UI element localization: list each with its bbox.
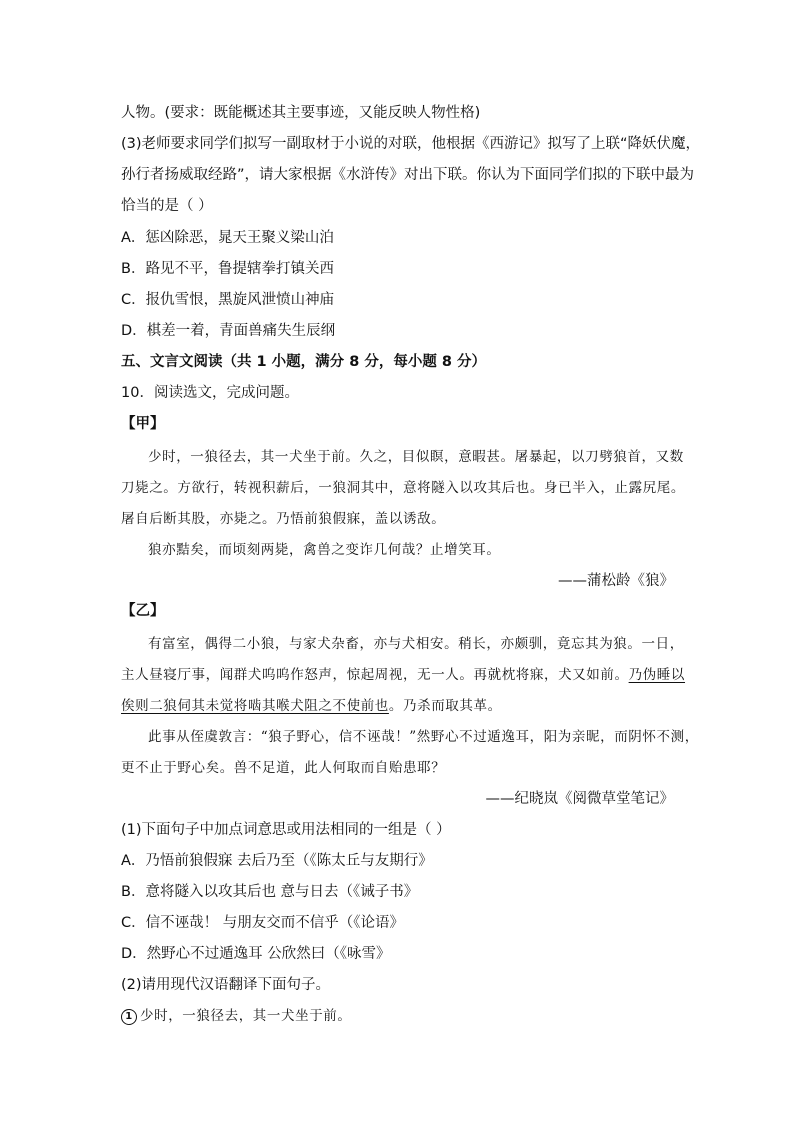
- q10-1-option-a: A．乃悟前狼假寐 去后乃至（《陈太丘与友期行》: [121, 853, 433, 869]
- q9-option-d: D．棋差一着，青面兽痛失生辰纲: [121, 323, 336, 339]
- yi-para1-line2: [121, 665, 686, 685]
- q9-3-stem-line2: 孙行者扬威取经路”，请大家根据《水浒传》对出下联。你认为下面同学们拟的下联中最为: [121, 167, 695, 183]
- yi-para2-line2: 更不止于野心矣。兽不足道，此人何取而自贻患耶？: [121, 760, 446, 776]
- yi-para1-line3-text: 。乃杀而取其革。: [388, 698, 502, 714]
- yi-para1-line2-text: 主人昼寝厅事，闻群犬呜呜作怒声，惊起周视，无一人。再就枕将寐，犬又如前。: [121, 667, 629, 683]
- yi-para1-line3: [121, 696, 681, 716]
- q10-1-option-c: C．信不诬哉！ 与朋友交而不信乎（《论语》: [121, 915, 404, 931]
- q10-2-item-text: 少时，一狼径去，其一犬坐于前。: [140, 1008, 352, 1024]
- yi-para1-line1: 有富室，偶得二小狼，与家犬杂畜，亦与犬相安。稍长，亦颇驯，竟忘其为狼。一日，: [148, 636, 684, 652]
- jia-para2: 狼亦黠矣，而顷刻两毙，禽兽之变诈几何哉？止增笑耳。: [148, 542, 501, 558]
- q10-1-stem: (1)下面句子中加点词意思或用法相同的一组是（ ）: [121, 822, 451, 838]
- yi-para2-line1: 此事从侄虞敦言：“狼子野心，信不诬哉！”然野心不过遁逸耳，阳为亲昵，而阴怀不测，: [148, 729, 699, 745]
- yi-source: ——纪晓岚《阅微草堂笔记》: [485, 791, 674, 807]
- section5-heading: 五、文言文阅读（共 1 小题，满分 8 分，每小题 8 分）: [121, 354, 487, 370]
- q9-3-stem-line1: (3)老师要求同学们拟写一副取材于小说的对联，他根据《西游记》拟写了上联“降妖伏魔，: [121, 136, 701, 152]
- passage-jia-label: 【甲】: [121, 416, 165, 432]
- underlined-sentence-part1: 乃伪睡以: [628, 667, 686, 683]
- passage-yi-label: 【乙】: [121, 603, 165, 619]
- q9-continuation-line: 人物。(要求：既能概述其主要事迹，又能反映人物性格): [121, 105, 481, 121]
- q10-2-item: [121, 1006, 681, 1026]
- jia-source: ——蒲松龄《狼》: [558, 573, 674, 589]
- q9-3-stem-line3: 恰当的是（ ）: [121, 198, 213, 214]
- q9-option-a: A．惩凶除恶，晁天王聚义梁山泊: [121, 230, 334, 246]
- q9-option-c: C．报仇雪恨，黑旋风泄愤山神庙: [121, 292, 335, 308]
- underlined-sentence-part2: 俟则二狼伺其未觉将啮其喉犬阻之不使前也: [121, 698, 389, 714]
- q10-intro: 10．阅读选文，完成问题。: [121, 385, 299, 401]
- q10-1-option-d: D．然野心不过遁逸耳 公欣然曰（《咏雪》: [121, 946, 391, 962]
- circled-number-1: 1: [121, 1009, 137, 1025]
- q10-2-stem: (2)请用现代汉语翻译下面句子。: [121, 977, 331, 993]
- q9-option-b: B．路见不平，鲁提辖拳打镇关西: [121, 261, 334, 277]
- jia-para1-line1: 少时，一狼径去，其一犬坐于前。久之，目似瞑，意暇甚。屠暴起，以刀劈狼首，又数: [148, 449, 684, 465]
- jia-para1-line3: 屠自后断其股，亦毙之。乃悟前狼假寐，盖以诱敌。: [121, 511, 446, 527]
- q10-1-option-b: B．意将隧入以攻其后也 意与日去（《诫子书》: [121, 884, 419, 900]
- jia-para1-line2: 刀毙之。方欲行，转视积薪后，一狼洞其中，意将隧入以攻其后也。身已半入，止露尻尾。: [121, 480, 685, 496]
